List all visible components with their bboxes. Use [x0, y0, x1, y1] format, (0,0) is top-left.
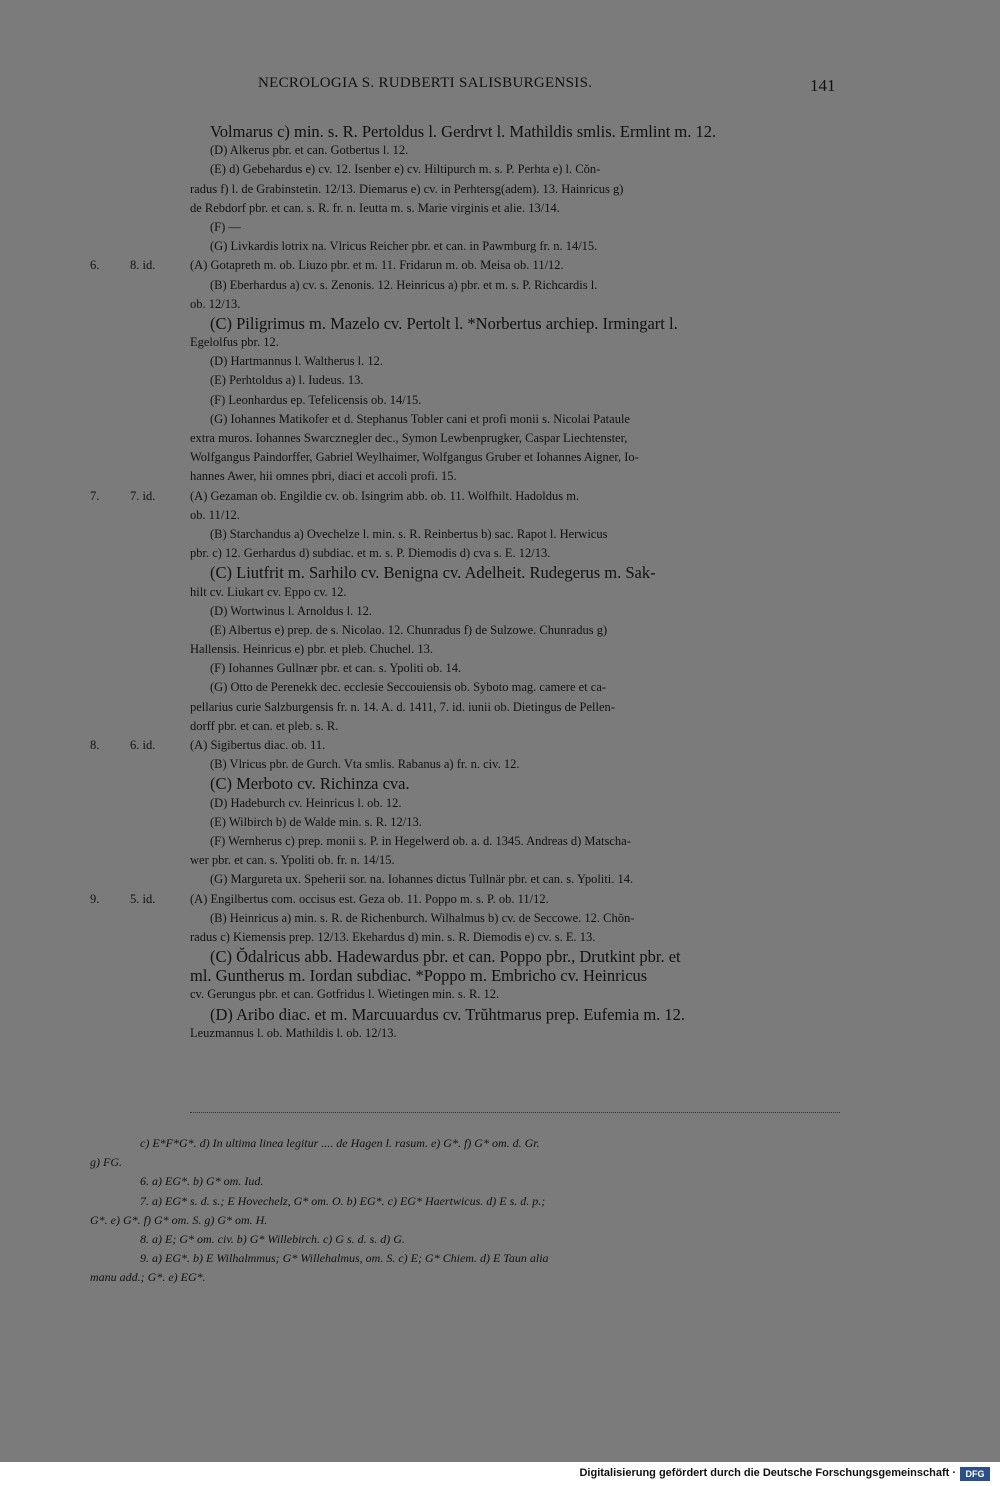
entry-text: (D) Wortwinus l. Arnoldus l. 12.	[210, 603, 372, 618]
footnote-line: 6. a) EG*. b) G* om. Iud.	[140, 1174, 264, 1189]
entry-text: pellarius curie Salzburgensis fr. n. 14. A. d. 1411, 7. id. iunii ob. Dietingus de Pellen-	[190, 699, 615, 714]
necrology-entries	[90, 122, 842, 1043]
footnote-line: g) FG.	[90, 1155, 122, 1170]
entry-line	[90, 180, 842, 199]
entry-line	[90, 736, 842, 755]
entry-text: (B) Heinricus a) min. s. R. de Richenburch. Wilhalmus b) cv. de Seccowe. 12. Chŏn-	[210, 910, 635, 925]
entry-line	[90, 755, 842, 774]
footer-bar	[0, 1462, 1000, 1486]
entry-line	[90, 794, 842, 813]
entry-line	[90, 295, 842, 314]
footnote-line: 9. a) EG*. b) E Wilhalmmus; G* Willehalmus, om. S. c) E; G* Chiem. d) E Taun alia	[140, 1251, 549, 1266]
entry-text: Volmarus c) min. s. R. Pertoldus l. Gerdrvt l. Mathildis smlis. Ermlint m. 12.	[210, 122, 717, 141]
entry-line	[90, 947, 842, 966]
entry-line	[90, 218, 842, 237]
entry-line	[90, 774, 842, 793]
entry-line	[90, 256, 842, 275]
entry-text: (D) Aribo diac. et m. Marcuuardus cv. Trŭhtmarus prep. Eufemia m. 12.	[210, 1004, 686, 1024]
entry-line	[90, 525, 842, 544]
entry-line	[90, 1005, 842, 1024]
entry-text: (B) Starchandus a) Ovechelze l. min. s. R. Reinbertus b) sac. Rapot l. Herwicus	[210, 526, 608, 541]
entry-text: radus c) Kiemensis prep. 12/13. Ekehardus d) min. s. R. Diemodis e) cv. s. E. 13.	[190, 929, 596, 944]
entry-text: Egelolfus pbr. 12.	[190, 335, 279, 350]
day-number: 8.	[90, 738, 100, 752]
entry-text: pbr. c) 12. Gerhardus d) subdiac. et m. s. P. Diemodis d) cva s. E. 12/13.	[190, 546, 551, 561]
entry-text: de Rebdorf pbr. et can. s. R. fr. n. Ieutta m. s. Marie virginis et alie. 13/14.	[190, 200, 560, 215]
roman-date: 6. id.	[130, 738, 156, 752]
entry-line	[90, 1024, 842, 1043]
entry-text: (G) Margureta ux. Speherii sor. na. Iohannes dictus Tullnär pbr. et can. s. Ypoliti. 14.	[210, 872, 634, 887]
roman-date: 5. id.	[130, 891, 156, 906]
entry-text: (A) Gezaman ob. Engildie cv. ob. Isingrim abb. ob. 11. Wolfhilt. Hadoldus m.	[190, 488, 580, 503]
entry-line	[90, 371, 842, 390]
entry-text: Wolfgangus Paindorffer, Gabriel Weylhaimer, Wolfgangus Gruber et Iohannes Aigner, Io-	[190, 450, 639, 465]
entry-text: (E) Albertus e) prep. de s. Nicolao. 12. Chunradus f) de Sulzowe. Chunradus g)	[210, 622, 608, 637]
footnote-line: manu add.; G*. e) EG*.	[90, 1270, 206, 1285]
entry-text: (A) Sigibertus diac. ob. 11.	[190, 738, 326, 752]
entry-text: (C) Ŏdalricus abb. Hadewardus pbr. et can. Poppo pbr., Drutkint pbr. et	[210, 947, 681, 967]
entry-text: (D) Hartmannus l. Waltherus l. 12.	[210, 354, 384, 369]
entry-text: hilt cv. Liukart cv. Eppo cv. 12.	[190, 584, 347, 599]
entry-line	[90, 160, 842, 179]
entry-line	[90, 851, 842, 870]
entry-text: (A) Gotapreth m. ob. Liuzo pbr. et m. 11. Fridarun m. ob. Meisa ob. 11/12.	[190, 258, 564, 273]
footnote-separator	[190, 1112, 840, 1113]
entry-text: (D) Hadeburch cv. Heinricus l. ob. 12.	[210, 795, 402, 810]
entry-text: Leuzmannus l. ob. Mathildis l. ob. 12/13.	[190, 1025, 397, 1040]
entry-line	[90, 563, 842, 582]
entry-text: (G) Iohannes Matikofer et d. Stephanus Tobler cani et profi monii s. Nicolai Pataule	[210, 411, 630, 426]
entry-line	[90, 870, 842, 889]
roman-date: 8. id.	[130, 258, 156, 273]
entry-text: (F) Leonhardus ep. Tefelicensis ob. 14/15.	[210, 392, 422, 407]
entry-line	[90, 678, 842, 697]
entry-text: cv. Gerungus pbr. et can. Gotfridus l. Wietingen min. s. R. 12.	[190, 987, 500, 1002]
entry-line	[90, 448, 842, 467]
entry-text: ob. 12/13.	[190, 296, 241, 311]
footnote-line: G*. e) G*. f) G* om. S. g) G* om. H.	[90, 1212, 268, 1227]
entry-text: extra muros. Iohannes Swarcznegler dec., Symon Lewbenprugker, Caspar Liechtenster,	[190, 431, 628, 445]
footnotes	[90, 1134, 842, 1288]
footnote-line: 8. a) E; G* om. civ. b) G* Willebirch. c) G s. d. s. d) G.	[140, 1231, 405, 1246]
entry-line	[90, 429, 842, 448]
entry-line	[90, 985, 842, 1004]
entry-text: (E) d) Gebehardus e) cv. 12. Isenber e) cv. Hiltipurch m. s. P. Perhta e) l. Cŏn-	[210, 162, 601, 177]
entry-text: (A) Engilbertus com. occisus est. Geza ob. 11. Poppo m. s. P. ob. 11/12.	[190, 891, 549, 906]
entry-line	[90, 122, 842, 141]
entry-text: (F) Wernherus c) prep. monii s. P. in Hegelwerd ob. a. d. 1345. Andreas d) Matscha-	[210, 833, 631, 848]
entry-line	[90, 621, 842, 640]
day-number: 9.	[90, 891, 100, 906]
entry-text: ob. 11/12.	[190, 507, 240, 522]
entry-text: (F) —	[210, 219, 241, 234]
entry-text: (B) Vlricus pbr. de Gurch. Vta smlis. Rabanus a) fr. n. civ. 12.	[210, 757, 520, 772]
entry-line	[90, 544, 842, 563]
running-header	[0, 74, 1000, 98]
entry-line	[90, 583, 842, 602]
entry-text: Hallensis. Heinricus e) pbr. et pleb. Chuchel. 13.	[190, 642, 433, 657]
header-title: NECROLOGIA S. RUDBERTI SALISBURGENSIS.	[258, 75, 593, 91]
entry-text: (F) Iohannes Gullnær pbr. et can. s. Ypoliti ob. 14.	[210, 661, 462, 676]
day-number: 7.	[90, 488, 100, 503]
entry-line	[90, 506, 842, 525]
entry-text: (D) Alkerus pbr. et can. Gotbertus l. 12.	[210, 143, 409, 158]
entry-line	[90, 276, 842, 295]
entry-line	[90, 813, 842, 832]
entry-text: (G) Livkardis lotrix na. Vlricus Reicher pbr. et can. in Pawmburg fr. n. 14/15.	[210, 239, 598, 254]
entry-line	[90, 698, 842, 717]
entry-line	[90, 966, 842, 985]
dfg-logo: DFG	[960, 1467, 990, 1481]
entry-text: ml. Guntherus m. Iordan subdiac. *Poppo m. Embricho cv. Heinricus	[190, 966, 648, 986]
entry-line	[90, 832, 842, 851]
entry-line	[90, 333, 842, 352]
page-number: 141	[810, 76, 836, 95]
entry-line	[90, 199, 842, 218]
entry-text: hannes Awer, hii omnes pbri, diaci et accoli profi. 15.	[190, 469, 457, 484]
entry-line	[90, 410, 842, 429]
entry-line	[90, 141, 842, 160]
footnote-line: 7. a) EG* s. d. s.; E Hovechelz, G* om. O. b) EG*. c) EG* Haertwicus. d) E s. d. p.;	[140, 1193, 546, 1208]
entry-line	[90, 890, 842, 909]
entry-text: (E) Perhtoldus a) l. Iudeus. 13.	[210, 373, 364, 388]
entry-text: (C) Piligrimus m. Mazelo cv. Pertolt l. *Norbertus archiep. Irmingart l.	[210, 313, 678, 333]
entry-text: dorff pbr. et can. et pleb. s. R.	[190, 718, 339, 733]
entry-text: radus f) l. de Grabinstetin. 12/13. Diemarus e) cv. in Perhtersg(adem). 13. Hainricus g)	[190, 181, 624, 196]
entry-line	[90, 391, 842, 410]
entry-line	[90, 602, 842, 621]
entry-line	[90, 237, 842, 256]
entry-line	[90, 467, 842, 486]
entry-line	[90, 487, 842, 506]
entry-line	[90, 314, 842, 333]
roman-date: 7. id.	[130, 488, 156, 503]
entry-line	[90, 352, 842, 371]
entry-line	[90, 717, 842, 736]
footnote-line: c) E*F*G*. d) In ultima linea legitur .... de Hagen l. rasum. e) G*. f) G* om. d. Gr.	[140, 1136, 540, 1150]
entry-text: (B) Eberhardus a) cv. s. Zenonis. 12. Heinricus a) pbr. et m. s. P. Richcardis l.	[210, 277, 598, 292]
entry-text: (C) Liutfrit m. Sarhilo cv. Benigna cv. Adelheit. Rudegerus m. Sak-	[210, 563, 656, 583]
entry-text: (G) Otto de Perenekk dec. ecclesie Seccouiensis ob. Syboto mag. camere et ca-	[210, 680, 607, 695]
entry-line	[90, 659, 842, 678]
entry-text: (E) Wilbirch b) de Walde min. s. R. 12/13.	[210, 814, 422, 829]
entry-text: (C) Merboto cv. Richinza cva.	[210, 774, 410, 794]
entry-line	[90, 928, 842, 947]
entry-line	[90, 640, 842, 659]
funding-notice: Digitalisierung gefördert durch die Deutsche Forschungsgemeinschaft ·	[579, 1467, 956, 1479]
day-number: 6.	[90, 258, 100, 273]
entry-text: wer pbr. et can. s. Ypoliti ob. fr. n. 14/15.	[190, 853, 395, 868]
entry-line	[90, 909, 842, 928]
